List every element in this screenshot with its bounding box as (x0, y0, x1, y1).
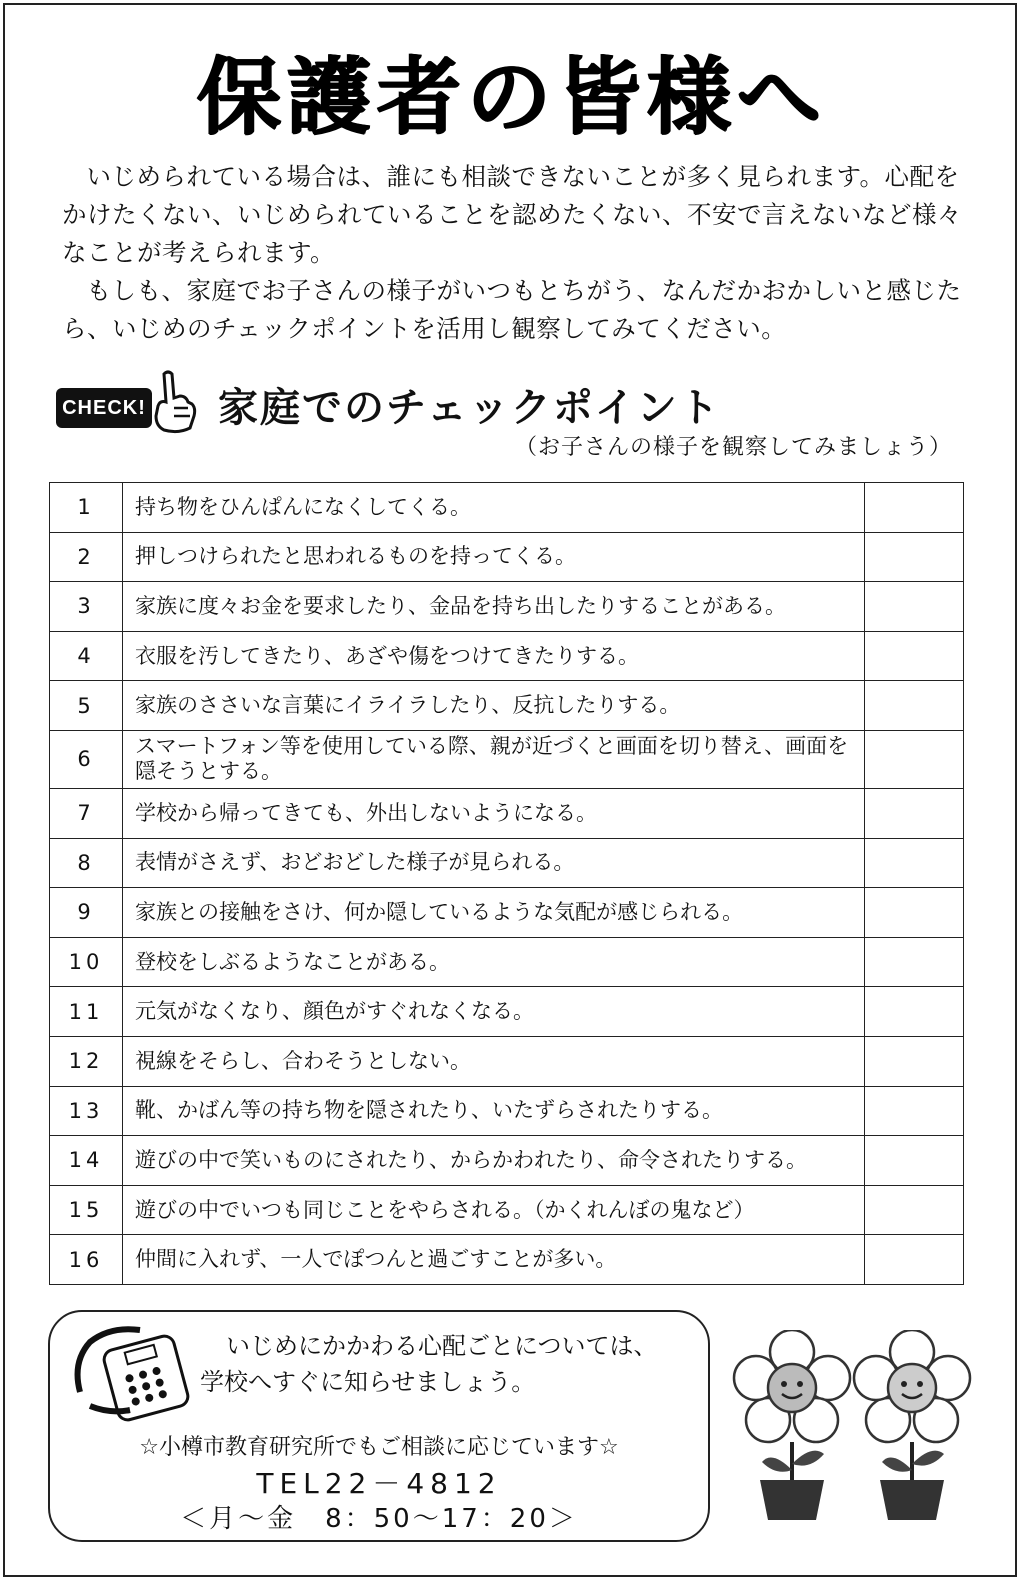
checklist-row (50, 681, 964, 731)
checklist-item-text: 衣服を汚してきたり、あざや傷をつけてきたりする。 (123, 631, 865, 681)
contact-message (200, 1328, 658, 1400)
checklist-checkbox[interactable] (865, 937, 964, 987)
checklist-item-text: 視線をそらし、合わそうとしない。 (123, 1036, 865, 1086)
checklist-item-text: 家族との接触をさけ、何か隠しているような気配が感じられる。 (123, 888, 865, 938)
checklist-row (50, 532, 964, 582)
checklist-checkbox[interactable] (865, 788, 964, 838)
consult-notice: ☆小樽市教育研究所でもご相談に応じています☆ (139, 1435, 619, 1460)
flower-illustration (732, 1330, 852, 1520)
checklist-checkbox[interactable] (865, 1235, 964, 1285)
checklist-checkbox[interactable] (865, 730, 964, 788)
checklist-number: 5 (50, 681, 123, 731)
checklist-item-text: 靴、かばん等の持ち物を隠されたり、いたずらされたりする。 (123, 1086, 865, 1136)
checklist-item-text: 遊びの中で笑いものにされたり、からかわれたり、命令されたりする。 (123, 1136, 865, 1186)
checklist-row (50, 838, 964, 888)
checklist-row (50, 1086, 964, 1136)
telephone-icon (70, 1322, 190, 1422)
checklist-number: 11 (50, 987, 123, 1037)
checklist-row (50, 1136, 964, 1186)
checklist-number: 15 (50, 1185, 123, 1235)
page-title: 保護者の皆様へ (196, 48, 827, 146)
checklist-number: 6 (50, 730, 123, 788)
checklist-number: 4 (50, 631, 123, 681)
checklist-number: 10 (50, 937, 123, 987)
checklist-row (50, 788, 964, 838)
checklist-row (50, 1185, 964, 1235)
checklist-row (50, 987, 964, 1037)
checklist-row (50, 937, 964, 987)
checklist-item-text: 家族のささいな言葉にイライラしたり、反抗したりする。 (123, 681, 865, 731)
checklist-checkbox[interactable] (865, 1136, 964, 1186)
checklist-item-text: 家族に度々お金を要求したり、金品を持ち出したりすることがある。 (123, 582, 865, 632)
checklist-number: 16 (50, 1235, 123, 1285)
checklist-item-text: 学校から帰ってきても、外出しないようになる。 (123, 788, 865, 838)
checklist-item-text: 遊びの中でいつも同じことをやらされる。（かくれんぼの鬼など） (123, 1185, 865, 1235)
checklist-row (50, 888, 964, 938)
checklist-checkbox[interactable] (865, 838, 964, 888)
contact-message-line: いじめにかかわる心配ごとについては、 (226, 1332, 658, 1360)
flower-illustration (852, 1330, 972, 1520)
checklist-item-text: スマートフォン等を使用している際、親が近づくと画面を切り替え、画面を隠そうとする。 (123, 730, 865, 788)
checklist-item-text: 持ち物をひんぱんになくしてくる。 (123, 483, 865, 533)
check-badge: CHECK! (56, 388, 152, 428)
checklist-item-text: 登校をしぶるようなことがある。 (123, 937, 865, 987)
checklist-item-text: 表情がさえず、おどおどした様子が見られる。 (123, 838, 865, 888)
checklist-number: 9 (50, 888, 123, 938)
checklist-checkbox[interactable] (865, 532, 964, 582)
intro-text (62, 158, 962, 348)
checklist-checkbox[interactable] (865, 888, 964, 938)
checklist-number: 14 (50, 1136, 123, 1186)
checklist-checkbox[interactable] (865, 1185, 964, 1235)
phone-number: TEL22－4812 (256, 1467, 502, 1500)
checklist-number: 8 (50, 838, 123, 888)
checklist-checkbox[interactable] (865, 1086, 964, 1136)
checklist-number: 3 (50, 582, 123, 632)
checklist-row (50, 730, 964, 788)
checklist-checkbox[interactable] (865, 987, 964, 1037)
checklist-table (49, 482, 964, 1285)
checklist-number: 13 (50, 1086, 123, 1136)
checklist-number: 1 (50, 483, 123, 533)
intro-paragraph: もしも、家庭でお子さんの様子がいつもとちがう、なんだかおかしいと感じたら、いじめのチェックポイントを活用し観察してみてください。 (62, 276, 962, 343)
checklist-checkbox[interactable] (865, 631, 964, 681)
checklist-checkbox[interactable] (865, 483, 964, 533)
checklist-checkbox[interactable] (865, 1036, 964, 1086)
checklist-number: 12 (50, 1036, 123, 1086)
pointing-hand-icon (148, 368, 198, 434)
checklist-item-text: 仲間に入れず、一人でぽつんと過ごすことが多い。 (123, 1235, 865, 1285)
checklist-row (50, 1235, 964, 1285)
checklist-number: 7 (50, 788, 123, 838)
section-heading: 家庭でのチェックポイント (218, 385, 721, 431)
checklist-row (50, 631, 964, 681)
contact-box (48, 1310, 710, 1542)
checklist-number: 2 (50, 532, 123, 582)
checklist-item-text: 元気がなくなり、顔色がすぐれなくなる。 (123, 987, 865, 1037)
section-subheading: （お子さんの様子を観察してみましょう） (514, 435, 952, 460)
contact-message-line: 学校へすぐに知らせましょう。 (200, 1368, 536, 1396)
checklist-row (50, 483, 964, 533)
checklist-row (50, 582, 964, 632)
checklist-row (50, 1036, 964, 1086)
office-hours: ＜月～金 8：50～17：20＞ (180, 1504, 578, 1534)
checklist-checkbox[interactable] (865, 681, 964, 731)
checklist-checkbox[interactable] (865, 582, 964, 632)
intro-paragraph: いじめられている場合は、誰にも相談できないことが多く見られます。心配をかけたくない、いじめられていることを認めたくない、不安で言えないなど様々なことが考えられます。 (62, 162, 962, 267)
checklist-item-text: 押しつけられたと思われるものを持ってくる。 (123, 532, 865, 582)
